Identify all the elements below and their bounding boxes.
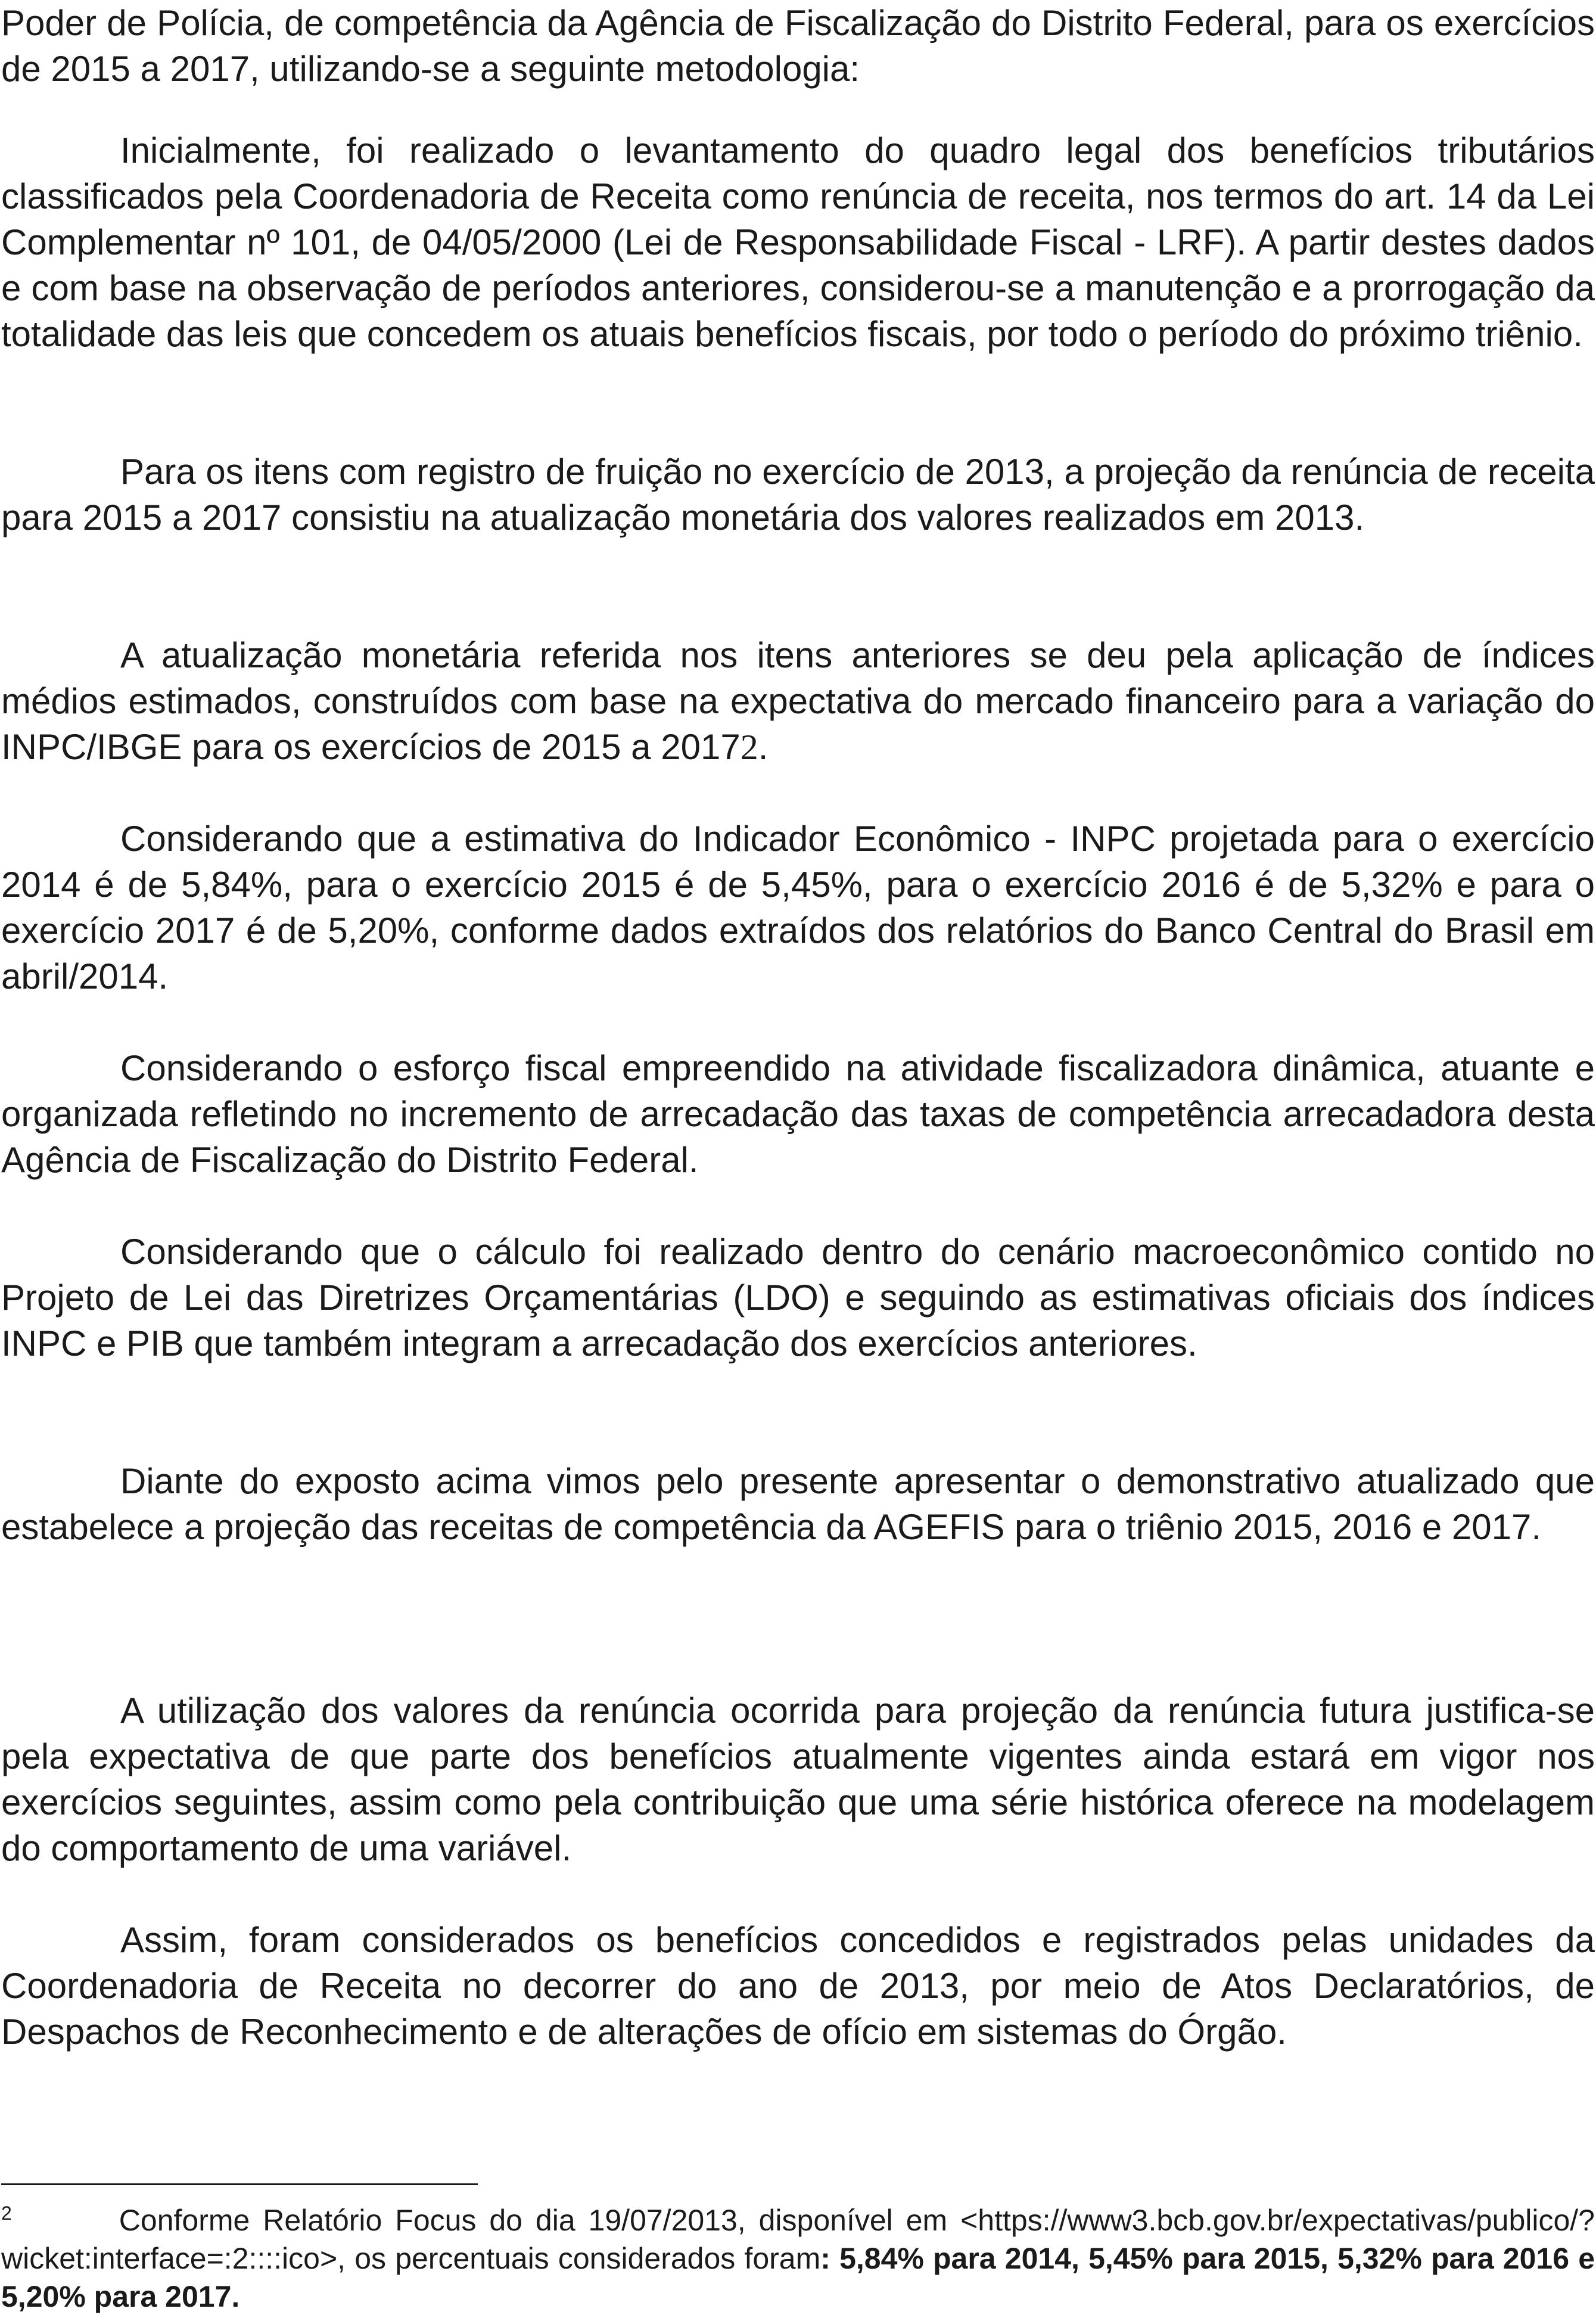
paragraph-8-text: Diante do exposto acima vimos pelo presente apresentar o demonstrativo atualizado que estabelece a projeção das receitas de competência da AGEFIS para o triênio 2015, 2016 e 2017.	[1, 1461, 1595, 1547]
paragraph-3	[1, 449, 1595, 540]
paragraph-7	[1, 1229, 1595, 1366]
footnote	[1, 2201, 1595, 2316]
paragraph-6-text: Considerando o esforço fiscal empreendido na atividade fiscalizadora dinâmica, atuante e organizada refletindo no incremento de arrecadação das taxas de competência arrecadadora desta Agência de Fiscalização do Distrito Federal.	[1, 1048, 1595, 1180]
paragraph-7-text: Considerando que o cálculo foi realizado dentro do cenário macroeconômico contido no Projeto de Lei das Diretrizes Orçamentárias (LDO) e seguindo as estimativas oficiais dos índices INPC e PIB que também integram a arrecadação dos exercícios anteriores.	[1, 1232, 1595, 1363]
footnote-text: Conforme Relatório Focus do dia 19/07/2013, disponível em <https://www3.bcb.gov.br/expectativas/publico/?wicket:interface=:2::::ico>, os percentuais considerados foram	[1, 2204, 1595, 2275]
paragraph-9-text: A utilização dos valores da renúncia ocorrida para projeção da renúncia futura justifica-se pela expectativa de que parte dos benefícios atualmente vigentes ainda estará em vigor nos exercícios seguintes, assim como pela contribuição que uma série histórica oferece na modelagem do comportamento de uma variável.	[1, 1691, 1595, 1868]
paragraph-6	[1, 1045, 1595, 1183]
paragraph-9	[1, 1688, 1595, 1871]
paragraph-8	[1, 1458, 1595, 1550]
paragraph-10	[1, 1917, 1595, 2055]
paragraph-5	[1, 816, 1595, 999]
paragraph-1-text: Poder de Polícia, de competência da Agência de Fiscalização do Distrito Federal, para os exercícios de 2015 a 2017, utilizando-se a seguinte metodologia:	[1, 3, 1595, 89]
paragraph-3-text: Para os itens com registro de fruição no exercício de 2013, a projeção da renúncia de receita para 2015 a 2017 consistiu na atualização monetária dos valores realizados em 2013.	[1, 452, 1595, 537]
footnote-reference[interactable]: 2	[740, 728, 758, 767]
paragraph-5-text: Considerando que a estimativa do Indicador Econômico - INPC projetada para o exercício 2014 é de 5,84%, para o exercício 2015 é de 5,45%, para o exercício 2016 é de 5,32% e para o exercício 2017 é de 5,20%, conforme dados extraídos dos relatórios do Banco Central do Brasil em abril/2014.	[1, 819, 1595, 996]
paragraph-4-end: .	[758, 727, 769, 767]
paragraph-4-text: A atualização monetária referida nos itens anteriores se deu pela aplicação de índices médios estimados, construídos com base na expectativa do mercado financeiro para a variação do INPC/IBGE para os exercícios de 2015 a 2017	[1, 635, 1595, 767]
footnote-mark: 2	[1, 2202, 12, 2224]
footnote-separator	[1, 2183, 478, 2185]
paragraph-2	[1, 128, 1595, 357]
paragraph-10-text: Assim, foram considerados os benefícios concedidos e registrados pelas unidades da Coordenadoria de Receita no decorrer do ano de 2013, por meio de Atos Declaratórios, de Despachos de Reconhecimento e de alterações de ofício em sistemas do Órgão.	[1, 1920, 1595, 2052]
footnote-bold-text: : 5,84% para 2014, 5,45% para 2015, 5,32% para 2016 e 5,20% para 2017.	[1, 2242, 1595, 2313]
paragraph-4	[1, 632, 1595, 770]
paragraph-1	[1, 0, 1595, 92]
paragraph-2-text: Inicialmente, foi realizado o levantamento do quadro legal dos benefícios tributários classificados pela Coordenadoria de Receita como renúncia de receita, nos termos do art. 14 da Lei Complementar nº 101, de 04/05/2000 (Lei de Responsabilidade Fiscal - LRF). A partir destes dados e com base na observação de períodos anteriores, considerou-se a manutenção e a prorrogação da totalidade das leis que concedem os atuais benefícios fiscais, por todo o período do próximo triênio.	[1, 131, 1595, 354]
